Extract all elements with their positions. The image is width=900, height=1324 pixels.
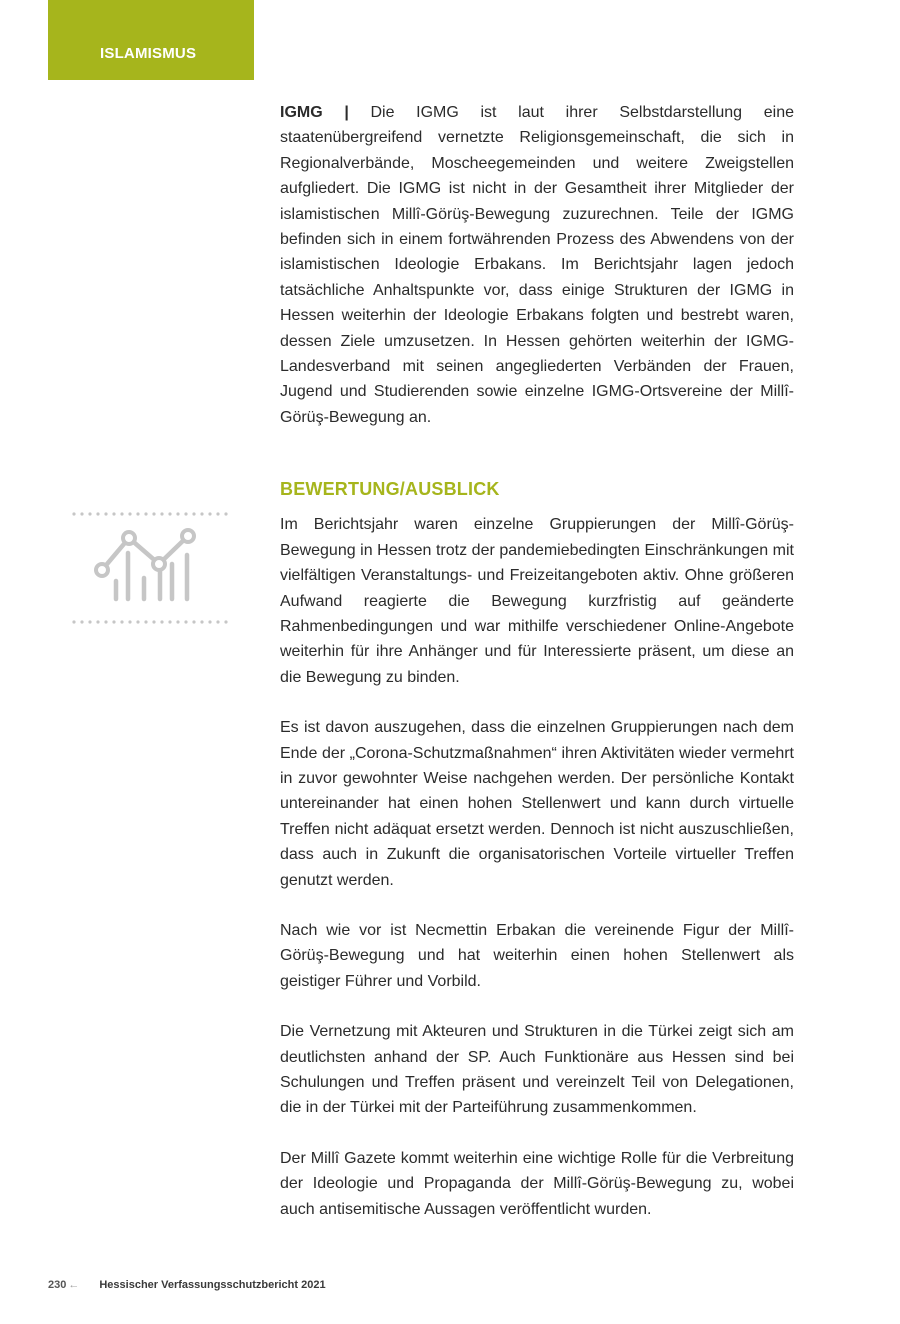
chart-trend-icon xyxy=(72,508,232,628)
body-paragraph-1: Im Berichtsjahr waren einzelne Gruppierungen der Millî-Görüş-Bewegung in Hessen trotz der pandemiebedingten Einschränkungen mit vielfältigen Veranstaltungs- und Freizeitangeboten aktiv. Ohne größeren Aufwand reagierte die Bewegung kurzfristig auf geänderte Rahmenbedingungen und war mithilfe verschiedener Online-Angebote weiterhin für ihre Anhänger und für Interessierte präsent, um diese an die Bewegung zu binden. xyxy=(280,516,794,686)
body-paragraph-2: Es ist davon auszugehen, dass die einzelnen Gruppierungen nach dem Ende der „Corona-Schutzmaßnahmen“ ihren Aktivitäten wieder vermehrt in zuvor gewohnter Weise nachgehen werden. Der persönliche Kontakt untereinander hat einen hohen Stellenwert und kann durch virtuelle Treffen nicht adäquat ersetzt werden. Dennoch ist nicht auszuschließen, dass auch in Zukunft die organisatorischen Vorteile virtueller Treffen genutzt werden. xyxy=(280,719,794,889)
intro-paragraph xyxy=(280,100,794,430)
intro-text: Die IGMG ist laut ihrer Selbstdarstellung eine staatenübergreifend vernetzte Religionsgemeinschaft, die sich in Regionalverbände, Moscheegemeinden und weitere Zweigstellen aufgliedert. Die IGMG ist nicht in der Gesamtheit ihrer Mitglieder der islamistischen Millî-Görüş-Bewegung zuzurechnen. Teile der IGMG befinden sich in einem fortwährenden Prozess des Abwendens von der islamistischen Ideologie Erbakans. Im Berichtsjahr lagen jedoch tatsächliche Anhaltspunkte vor, dass einige Strukturen der IGMG in Hessen weiterhin der Ideologie Erbakans folgten und bestrebt waren, dessen Ziele umzusetzen. In Hessen gehörten weiterhin der IGMG-Landesverband mit seinen angegliederten Verbänden der Frauen, Jugend und Studierenden sowie einzelne IGMG-Ortsvereine der Millî-Görüş-Bewegung an. xyxy=(280,104,794,426)
body-paragraph-4: Die Vernetzung mit Akteuren und Strukturen in die Türkei zeigt sich am deutlichsten anhand der SP. Auch Funktionäre aus Hessen sind bei Schulungen und Treffen präsent und vereinzelt Teil von Delegationen, die in der Türkei mit der Parteiführung zusammenkommen. xyxy=(280,1023,794,1117)
main-content xyxy=(280,100,794,1222)
section-tab xyxy=(48,0,254,80)
body-paragraph-3: Nach wie vor ist Necmettin Erbakan die vereinende Figur der Millî-Görüş-Bewegung und hat weiterhin einen hohen Stellenwert als geistiger Führer und Vorbild. xyxy=(280,921,794,990)
page-number: 230 xyxy=(48,1279,67,1291)
intro-lead: IGMG | xyxy=(280,104,349,121)
section-label: ISLAMISMUS xyxy=(100,45,197,62)
body-paragraph-5: Der Millî Gazete kommt weiterhin eine wichtige Rolle für die Verbreitung der Ideologie und Propaganda der Millî-Görüş-Bewegung zu, wobei auch antisemitische Aussagen veröffentlicht wurden. xyxy=(280,1149,794,1218)
back-arrow-icon[interactable]: ← xyxy=(68,1279,80,1291)
page-footer xyxy=(48,1279,326,1291)
publication-title: Hessischer Verfassungsschutzbericht 2021 xyxy=(99,1279,326,1291)
section-heading: BEWERTUNG/AUSBLICK xyxy=(280,479,500,500)
